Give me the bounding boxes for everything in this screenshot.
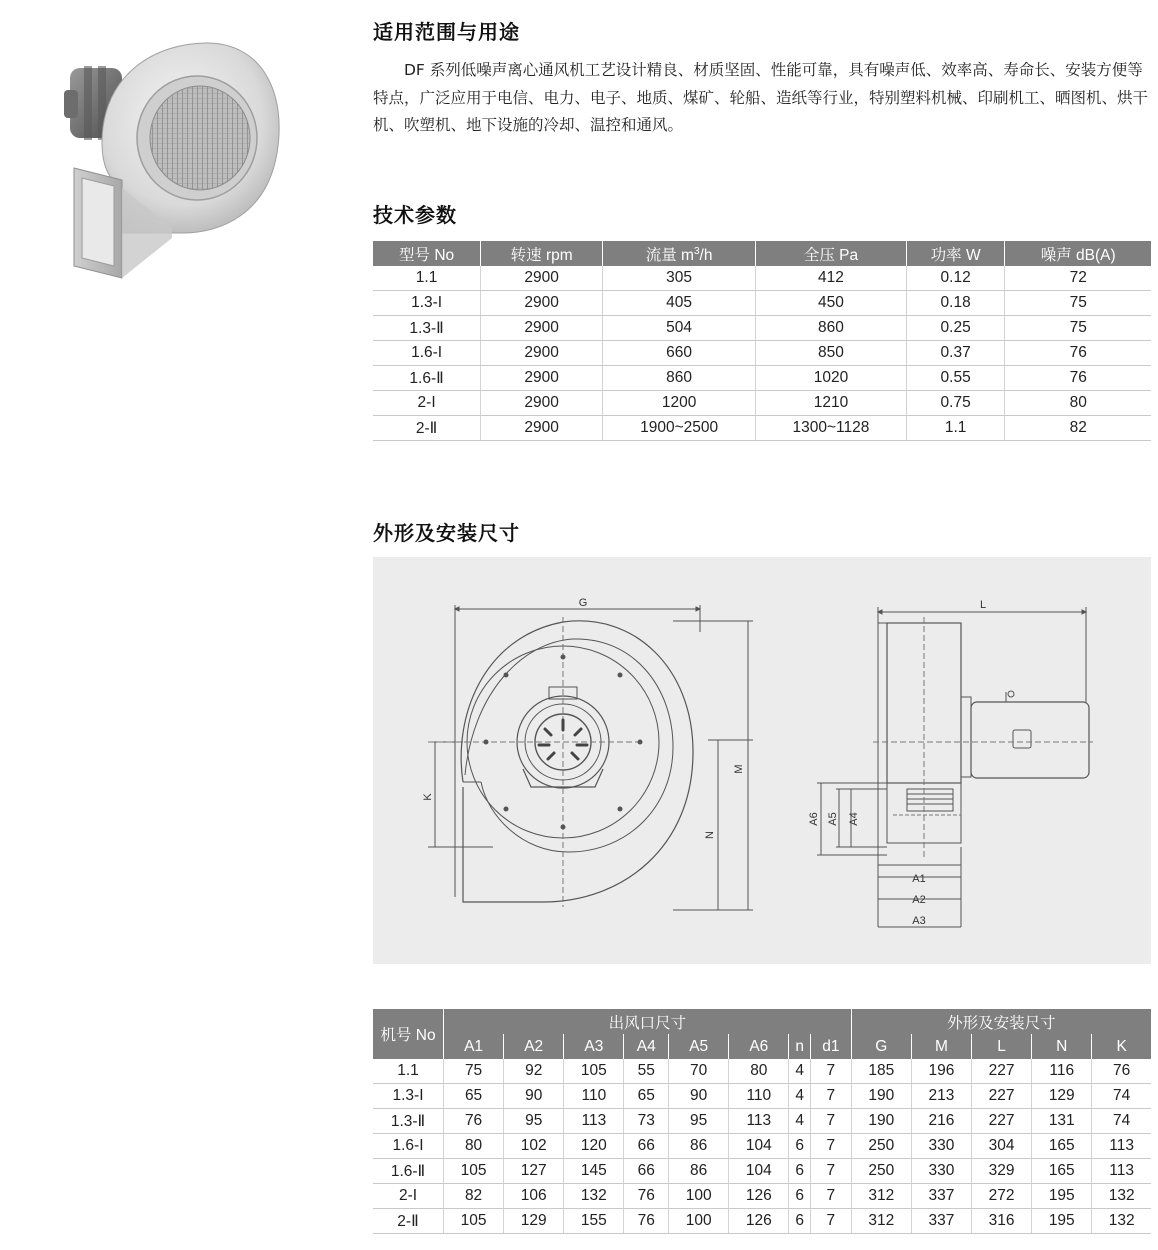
table-cell: 75 bbox=[1005, 316, 1151, 341]
table-cell: 1020 bbox=[756, 366, 907, 391]
table-cell: 6 bbox=[789, 1159, 811, 1184]
table-cell: 2900 bbox=[481, 316, 603, 341]
table-cell: 1900~2500 bbox=[603, 416, 756, 441]
table-cell: 4 bbox=[789, 1059, 811, 1084]
table-cell: 1300~1128 bbox=[756, 416, 907, 441]
table-cell: 76 bbox=[1005, 341, 1151, 366]
col-k: K bbox=[1092, 1034, 1151, 1059]
table-cell: 4 bbox=[789, 1109, 811, 1134]
table-row bbox=[373, 416, 1151, 441]
table-cell: 330 bbox=[911, 1159, 971, 1184]
table-cell: 165 bbox=[1032, 1134, 1092, 1159]
table-cell: 0.12 bbox=[906, 266, 1005, 291]
table-cell: 80 bbox=[729, 1059, 789, 1084]
table-cell: 2900 bbox=[481, 366, 603, 391]
col-n: N bbox=[1032, 1034, 1092, 1059]
col-m: M bbox=[911, 1034, 971, 1059]
table-cell: 104 bbox=[729, 1159, 789, 1184]
table-cell: 330 bbox=[911, 1134, 971, 1159]
col-d1: d1 bbox=[810, 1034, 851, 1059]
table-cell: 305 bbox=[603, 266, 756, 291]
table-row bbox=[373, 1209, 1151, 1234]
table-cell: 155 bbox=[564, 1209, 624, 1234]
table-cell: 86 bbox=[669, 1134, 729, 1159]
table-cell: 1.6-Ⅱ bbox=[373, 366, 481, 391]
table-row bbox=[373, 391, 1151, 416]
table-cell: 116 bbox=[1032, 1059, 1092, 1084]
col-g: G bbox=[851, 1034, 911, 1059]
table-cell: 106 bbox=[504, 1184, 564, 1209]
col-a5: A5 bbox=[669, 1034, 729, 1059]
tech-title: 技术参数 bbox=[373, 203, 457, 227]
table-row bbox=[373, 291, 1151, 316]
table-cell: 90 bbox=[669, 1084, 729, 1109]
table-cell: 504 bbox=[603, 316, 756, 341]
table-row bbox=[373, 266, 1151, 291]
table-cell: 105 bbox=[564, 1059, 624, 1084]
dim-table-body bbox=[373, 1059, 1151, 1234]
table-cell: 1.3-Ⅱ bbox=[373, 316, 481, 341]
label-A6: A6 bbox=[808, 812, 820, 826]
table-row bbox=[373, 1159, 1151, 1184]
table-cell: 272 bbox=[972, 1184, 1032, 1209]
table-cell: 131 bbox=[1032, 1109, 1092, 1134]
table-cell: 120 bbox=[564, 1134, 624, 1159]
col-l: L bbox=[972, 1034, 1032, 1059]
table-cell: 0.18 bbox=[906, 291, 1005, 316]
table-cell: 132 bbox=[1092, 1209, 1151, 1234]
table-cell: 2900 bbox=[481, 341, 603, 366]
table-cell: 216 bbox=[911, 1109, 971, 1134]
table-cell: 412 bbox=[756, 266, 907, 291]
table-cell: 76 bbox=[624, 1209, 669, 1234]
tech-params-table bbox=[373, 241, 1151, 441]
table-cell: 250 bbox=[851, 1134, 911, 1159]
usage-text: DF 系列低噪声离心通风机工艺设计精良、材质坚固、性能可靠，具有噪声低、效率高、寿命长、安装方便等特点，广泛应用于电信、电力、电子、地质、煤矿、轮船、造纸等行业，特别塑料机械、印刷机工、晒图机、烘干机、吹塑机、地下设施的冷却、温控和通风。 bbox=[373, 61, 1149, 134]
table-row bbox=[373, 1059, 1151, 1084]
table-cell: 860 bbox=[756, 316, 907, 341]
label-A4: A4 bbox=[848, 812, 860, 826]
col-machine-no: 机号 No bbox=[373, 1009, 444, 1059]
table-cell: 75 bbox=[1005, 291, 1151, 316]
table-cell: 0.25 bbox=[906, 316, 1005, 341]
table-cell: 250 bbox=[851, 1159, 911, 1184]
table-cell: 2900 bbox=[481, 391, 603, 416]
col-pressure: 全压 Pa bbox=[756, 241, 907, 266]
col-a2: A2 bbox=[504, 1034, 564, 1059]
col-n: n bbox=[789, 1034, 811, 1059]
col-a6: A6 bbox=[729, 1034, 789, 1059]
col-a4: A4 bbox=[624, 1034, 669, 1059]
flow-unit-sup: 3 bbox=[693, 245, 700, 257]
table-cell: 80 bbox=[1005, 391, 1151, 416]
table-row bbox=[373, 316, 1151, 341]
label-G: G bbox=[578, 597, 588, 609]
table-cell: 113 bbox=[1092, 1134, 1151, 1159]
table-cell: 76 bbox=[1092, 1059, 1151, 1084]
table-cell: 6 bbox=[789, 1184, 811, 1209]
table-cell: 7 bbox=[810, 1134, 851, 1159]
table-cell: 113 bbox=[564, 1109, 624, 1134]
label-L: L bbox=[979, 599, 987, 611]
table-cell: 7 bbox=[810, 1109, 851, 1134]
flow-label: 流量 m bbox=[645, 246, 694, 264]
table-cell: 100 bbox=[669, 1209, 729, 1234]
table-cell: 86 bbox=[669, 1159, 729, 1184]
label-N: N bbox=[704, 831, 716, 839]
fan-product-photo bbox=[62, 38, 292, 288]
table-cell: 76 bbox=[444, 1109, 504, 1134]
table-cell: 660 bbox=[603, 341, 756, 366]
table-cell: 7 bbox=[810, 1059, 851, 1084]
table-cell: 185 bbox=[851, 1059, 911, 1084]
table-row bbox=[373, 1134, 1151, 1159]
table-cell: 0.37 bbox=[906, 341, 1005, 366]
tech-table-body bbox=[373, 266, 1151, 441]
table-cell: 227 bbox=[972, 1109, 1032, 1134]
table-cell: 74 bbox=[1092, 1109, 1151, 1134]
dim-column-header-row bbox=[373, 1034, 1151, 1059]
table-cell: 0.75 bbox=[906, 391, 1005, 416]
table-cell: 1.6-I bbox=[373, 341, 481, 366]
table-row bbox=[373, 1084, 1151, 1109]
table-row bbox=[373, 1184, 1151, 1209]
dim-group-header-row bbox=[373, 1009, 1151, 1034]
table-cell: 95 bbox=[669, 1109, 729, 1134]
col-noise: 噪声 dB(A) bbox=[1005, 241, 1151, 266]
table-row bbox=[373, 341, 1151, 366]
table-cell: 1.1 bbox=[373, 1059, 444, 1084]
table-row bbox=[373, 366, 1151, 391]
table-cell: 104 bbox=[729, 1134, 789, 1159]
table-cell: 74 bbox=[1092, 1084, 1151, 1109]
table-cell: 6 bbox=[789, 1209, 811, 1234]
table-cell: 102 bbox=[504, 1134, 564, 1159]
table-cell: 190 bbox=[851, 1084, 911, 1109]
label-M: M bbox=[733, 764, 745, 774]
table-cell: 860 bbox=[603, 366, 756, 391]
table-cell: 75 bbox=[444, 1059, 504, 1084]
table-cell: 70 bbox=[669, 1059, 729, 1084]
table-cell: 76 bbox=[1005, 366, 1151, 391]
table-cell: 65 bbox=[444, 1084, 504, 1109]
table-cell: 337 bbox=[911, 1184, 971, 1209]
table-cell: 7 bbox=[810, 1209, 851, 1234]
label-A1: A1 bbox=[912, 873, 926, 885]
table-cell: 66 bbox=[624, 1159, 669, 1184]
table-cell: 2900 bbox=[481, 416, 603, 441]
table-cell: 105 bbox=[444, 1209, 504, 1234]
table-cell: 76 bbox=[624, 1184, 669, 1209]
table-cell: 73 bbox=[624, 1109, 669, 1134]
table-cell: 316 bbox=[972, 1209, 1032, 1234]
table-cell: 2-I bbox=[373, 1184, 444, 1209]
dimension-drawing bbox=[373, 557, 1151, 964]
table-cell: 1.6-Ⅱ bbox=[373, 1159, 444, 1184]
label-A2: A2 bbox=[912, 894, 926, 906]
table-cell: 165 bbox=[1032, 1159, 1092, 1184]
table-cell: 195 bbox=[1032, 1184, 1092, 1209]
col-flow bbox=[603, 241, 756, 266]
table-cell: 227 bbox=[972, 1059, 1032, 1084]
table-cell: 6 bbox=[789, 1134, 811, 1159]
table-cell: 2900 bbox=[481, 266, 603, 291]
table-cell: 0.55 bbox=[906, 366, 1005, 391]
label-A3: A3 bbox=[912, 915, 926, 927]
table-cell: 1210 bbox=[756, 391, 907, 416]
table-cell: 213 bbox=[911, 1084, 971, 1109]
table-cell: 65 bbox=[624, 1084, 669, 1109]
table-cell: 129 bbox=[1032, 1084, 1092, 1109]
col-a3: A3 bbox=[564, 1034, 624, 1059]
col-power: 功率 W bbox=[906, 241, 1005, 266]
table-cell: 113 bbox=[729, 1109, 789, 1134]
table-cell: 190 bbox=[851, 1109, 911, 1134]
table-cell: 2-Ⅱ bbox=[373, 1209, 444, 1234]
table-cell: 126 bbox=[729, 1184, 789, 1209]
table-cell: 90 bbox=[504, 1084, 564, 1109]
table-cell: 82 bbox=[1005, 416, 1151, 441]
table-cell: 95 bbox=[504, 1109, 564, 1134]
col-speed: 转速 rpm bbox=[481, 241, 603, 266]
dimension-table bbox=[373, 1009, 1151, 1234]
table-cell: 227 bbox=[972, 1084, 1032, 1109]
table-cell: 1.3-I bbox=[373, 291, 481, 316]
table-cell: 55 bbox=[624, 1059, 669, 1084]
col-model: 型号 No bbox=[373, 241, 481, 266]
table-cell: 1.1 bbox=[373, 266, 481, 291]
table-cell: 110 bbox=[729, 1084, 789, 1109]
table-cell: 2-I bbox=[373, 391, 481, 416]
table-cell: 80 bbox=[444, 1134, 504, 1159]
table-cell: 4 bbox=[789, 1084, 811, 1109]
table-cell: 405 bbox=[603, 291, 756, 316]
table-cell: 7 bbox=[810, 1184, 851, 1209]
table-cell: 329 bbox=[972, 1159, 1032, 1184]
table-cell: 145 bbox=[564, 1159, 624, 1184]
table-cell: 7 bbox=[810, 1084, 851, 1109]
table-cell: 132 bbox=[1092, 1184, 1151, 1209]
table-cell: 1.3-I bbox=[373, 1084, 444, 1109]
table-cell: 1.3-Ⅱ bbox=[373, 1109, 444, 1134]
tech-header-row bbox=[373, 241, 1151, 266]
table-cell: 304 bbox=[972, 1134, 1032, 1159]
table-cell: 312 bbox=[851, 1209, 911, 1234]
label-A5: A5 bbox=[827, 812, 839, 826]
table-row bbox=[373, 1109, 1151, 1134]
table-cell: 2-Ⅱ bbox=[373, 416, 481, 441]
col-a1: A1 bbox=[444, 1034, 504, 1059]
table-cell: 132 bbox=[564, 1184, 624, 1209]
table-cell: 110 bbox=[564, 1084, 624, 1109]
table-cell: 127 bbox=[504, 1159, 564, 1184]
table-cell: 92 bbox=[504, 1059, 564, 1084]
table-cell: 129 bbox=[504, 1209, 564, 1234]
table-cell: 1.6-I bbox=[373, 1134, 444, 1159]
table-cell: 113 bbox=[1092, 1159, 1151, 1184]
table-cell: 196 bbox=[911, 1059, 971, 1084]
flow-unit-tail: /h bbox=[699, 246, 713, 264]
table-cell: 312 bbox=[851, 1184, 911, 1209]
table-cell: 105 bbox=[444, 1159, 504, 1184]
table-cell: 450 bbox=[756, 291, 907, 316]
dims-title: 外形及安装尺寸 bbox=[373, 521, 520, 545]
table-cell: 337 bbox=[911, 1209, 971, 1234]
table-cell: 2900 bbox=[481, 291, 603, 316]
table-cell: 72 bbox=[1005, 266, 1151, 291]
group-install: 外形及安装尺寸 bbox=[851, 1009, 1151, 1034]
usage-title: 适用范围与用途 bbox=[373, 20, 520, 44]
table-cell: 100 bbox=[669, 1184, 729, 1209]
group-outlet: 出风口尺寸 bbox=[444, 1009, 852, 1034]
table-cell: 7 bbox=[810, 1159, 851, 1184]
table-cell: 82 bbox=[444, 1184, 504, 1209]
label-K: K bbox=[422, 793, 434, 801]
table-cell: 850 bbox=[756, 341, 907, 366]
table-cell: 66 bbox=[624, 1134, 669, 1159]
table-cell: 1200 bbox=[603, 391, 756, 416]
table-cell: 126 bbox=[729, 1209, 789, 1234]
table-cell: 195 bbox=[1032, 1209, 1092, 1234]
table-cell: 1.1 bbox=[906, 416, 1005, 441]
